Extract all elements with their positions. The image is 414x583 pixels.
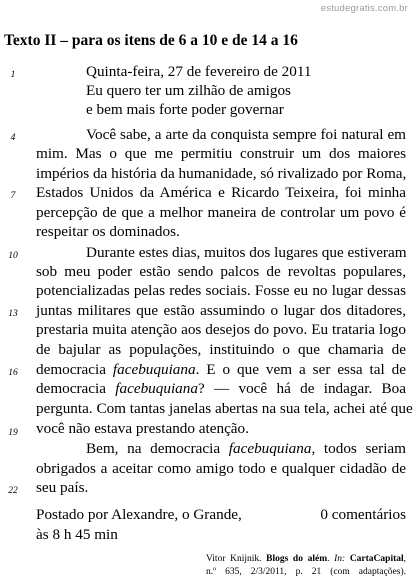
line-number-13: 13: [8, 309, 18, 319]
p1-line-2: mim. Mas o que me permitiu construir um dos maiores: [36, 145, 406, 162]
line-number-10: 10: [8, 251, 18, 261]
line-number-16: 16: [8, 368, 18, 378]
p3-line-3: seu país.: [36, 479, 89, 496]
p1-line-5: percepção de que a melhor maneira de controlar um povo é: [36, 204, 406, 221]
p2-line-8-term: facebuquiana: [115, 380, 198, 397]
p2-line-2: sob meu poder estão sendo palcos de revoltas populares,: [36, 263, 406, 280]
p3-line-1-c: , todos seriam: [311, 440, 406, 457]
line-number-19: 19: [8, 428, 18, 438]
line-number-7: 7: [10, 191, 16, 201]
line-number-22: 22: [8, 486, 18, 496]
line-number-4: 4: [10, 133, 16, 143]
source-blog: Blogs do além: [266, 554, 328, 564]
p3-line-2: obrigados a aceitar como amigo todo e qualquer cidadão de: [36, 460, 406, 477]
text-title: Texto II – para os itens de 6 a 10 e de 14 a 16: [4, 32, 298, 49]
header-date: Quinta-feira, 27 de fevereiro de 2011: [86, 63, 312, 80]
watermark: estudegratis.com.br: [320, 3, 408, 14]
source-comma: ,: [403, 554, 407, 564]
p2-line-10: você não estava prestando atenção.: [36, 420, 249, 437]
p3-line-1: [36, 440, 406, 458]
line-number-1: 1: [10, 70, 16, 80]
p2-line-8: [36, 380, 406, 398]
comments-count[interactable]: 0 comentários: [320, 506, 406, 523]
p2-line-8-c: ? — você há de indagar. Boa: [197, 380, 407, 397]
p2-line-6: de bajular as populações, instituindo o que chamaria de: [36, 341, 406, 358]
posted-by: Postado por Alexandre, o Grande,: [36, 506, 242, 523]
p2-line-7-a: democracia: [36, 361, 113, 378]
source-author: Vitor Knijnik.: [206, 554, 267, 564]
p3-line-1-a: Bem, na democracia: [86, 440, 229, 457]
p2-line-7-c: . E o que vem a ser essa tal de: [195, 361, 407, 378]
header-verse-2: e bem mais forte poder governar: [86, 101, 284, 118]
source-sep: .: [327, 554, 335, 564]
source-line-1: [206, 553, 406, 566]
p1-line-4: Estados Unidos da América e Ricardo Teixeira, foi minha: [36, 184, 406, 201]
source-in: In:: [334, 554, 346, 564]
p2-line-7-term: facebuquiana: [112, 361, 196, 378]
p2-line-8-a: democracia: [36, 380, 116, 397]
p1-line-1: Você sabe, a arte da conquista sempre foi natural em: [86, 126, 406, 143]
p1-line-3: impérios da história da humanidade, só rivalizado por Roma,: [36, 165, 407, 182]
p3-line-1-term: facebuquiana: [228, 440, 312, 457]
p2-line-9: pergunta. Com tantas janelas abertas na sua tela, achei até que: [36, 400, 413, 417]
p2-line-3: potencializadas pelas redes sociais. Fosse eu no lugar dessas: [36, 282, 406, 299]
source-magazine: CartaCapital: [349, 554, 404, 564]
p1-line-6: respeitar os dominados.: [36, 223, 180, 240]
p2-line-1: Durante estes dias, muitos dos lugares que estiveram: [86, 244, 407, 261]
p2-line-7: [36, 361, 406, 379]
post-time: às 8 h 45 min: [36, 526, 118, 543]
source-line-2: n.º 635, 2/3/2011, p. 21 (com adaptações).: [206, 567, 406, 577]
header-verse-1: Eu quero ter um zilhão de amigos: [86, 82, 291, 99]
p2-line-4: juntas militares que estão assumindo o lugar dos ditadores,: [36, 302, 406, 319]
source-citation: [206, 553, 406, 579]
p2-line-5: prestaria muita atenção aos desejos do povo. Eu trataria logo: [36, 321, 406, 338]
